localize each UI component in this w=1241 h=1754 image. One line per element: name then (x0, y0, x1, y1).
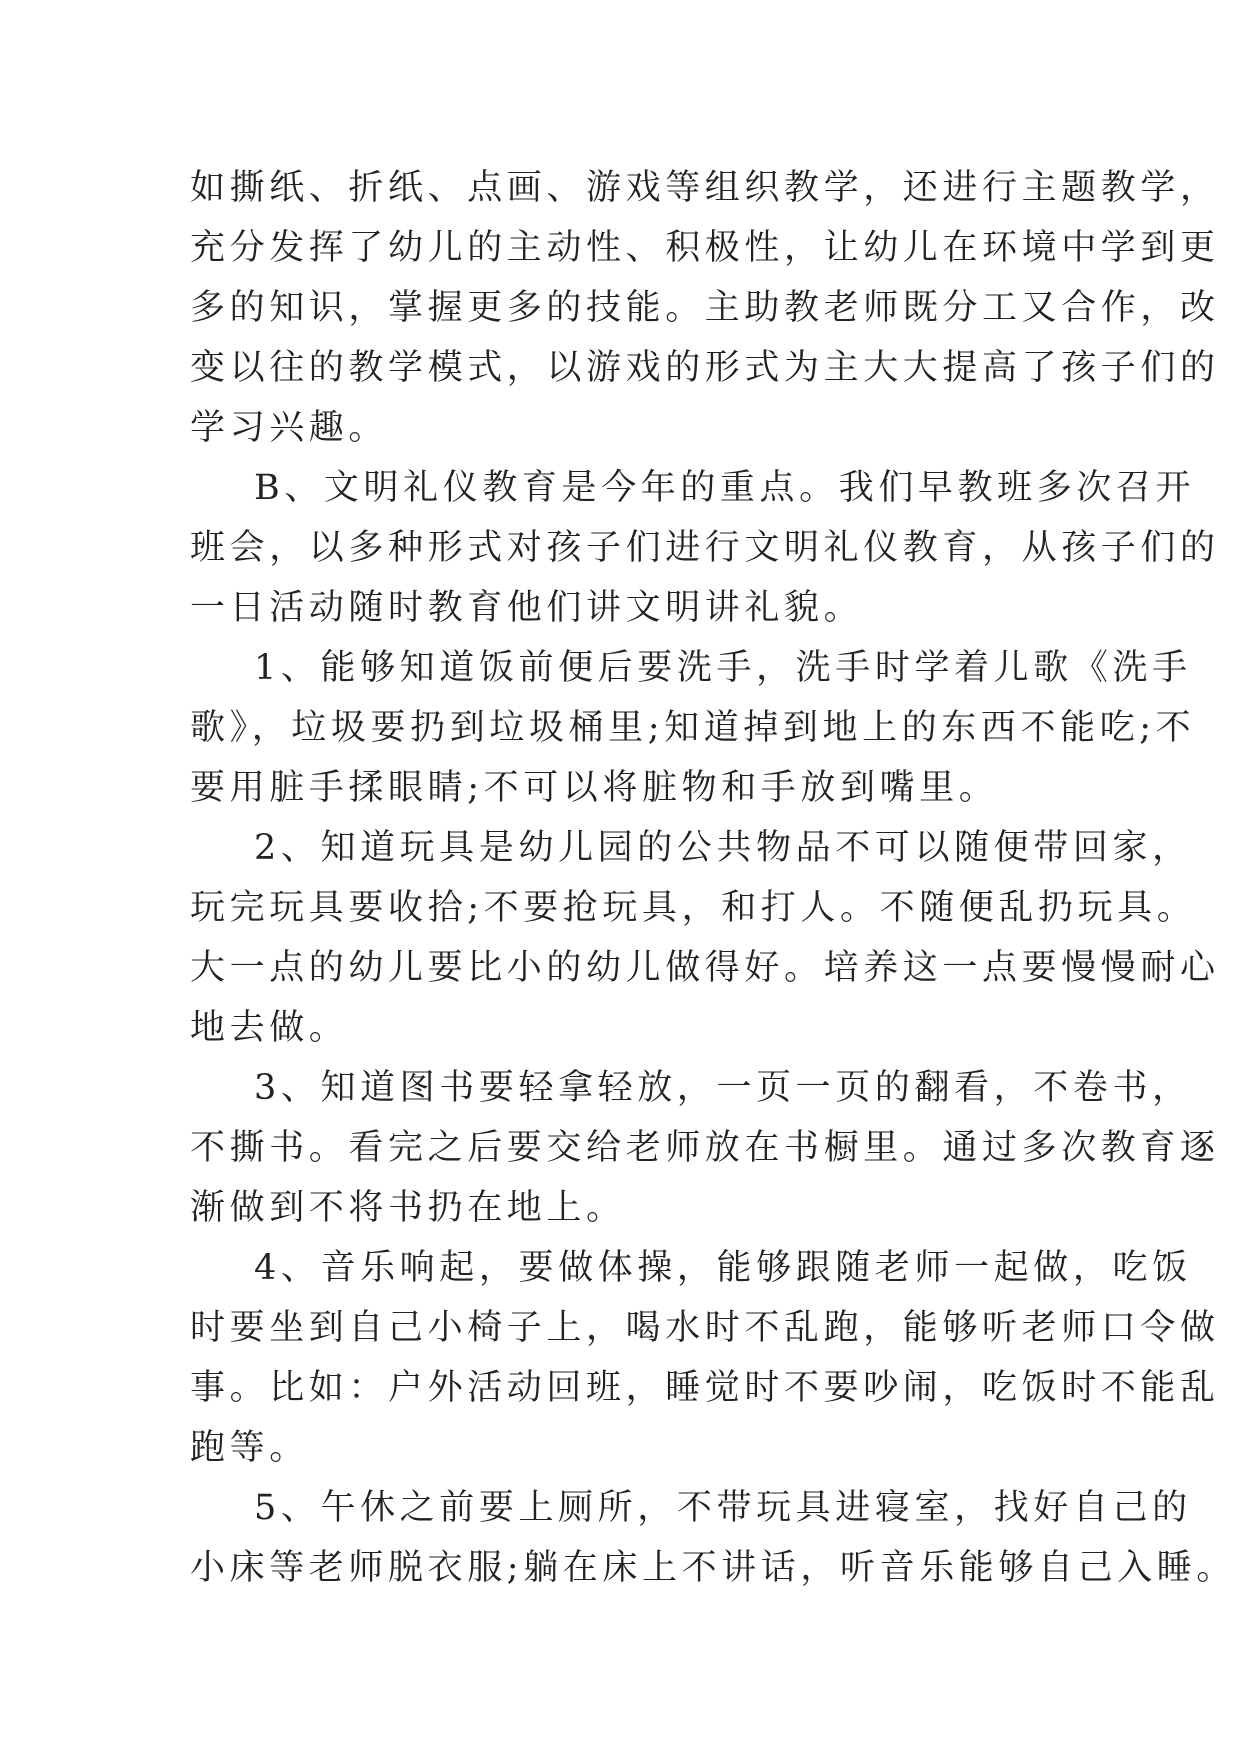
text-line: 多的知识，掌握更多的技能。主助教老师既分工又合作，改 (190, 288, 1220, 328)
paragraph-item-3-books (190, 1058, 1220, 1238)
text-line: B、文明礼仪教育是今年的重点。我们早教班多次召开 (254, 468, 1196, 508)
paragraph-item-2-toys (190, 818, 1220, 1058)
text-line: 如撕纸、折纸、点画、游戏等组织教学，还进行主题教学， (190, 168, 1220, 208)
text-line: 时要坐到自己小椅子上，喝水时不乱跑，能够听老师口令做 (190, 1308, 1220, 1348)
text-line: 1、能够知道饭前便后要洗手，洗手时学着儿歌《洗手 (254, 648, 1192, 688)
text-line: 小床等老师脱衣服;躺在床上不讲话，听音乐能够自己入睡。 (190, 1548, 1236, 1588)
paragraph-etiquette-education (190, 458, 1220, 638)
text-line: 地去做。 (190, 1008, 349, 1048)
text-line: 3、知道图书要轻拿轻放，一页一页的翻看，不卷书， (254, 1068, 1192, 1108)
text-line: 学习兴趣。 (190, 408, 389, 448)
text-line: 要用脏手揉眼睛;不可以将脏物和手放到嘴里。 (190, 768, 999, 808)
text-line: 2、知道玩具是幼儿园的公共物品不可以随便带回家， (254, 828, 1192, 868)
text-line: 班会，以多种形式对孩子们进行文明礼仪教育，从孩子们的 (190, 528, 1220, 568)
text-line: 玩完玩具要收拾;不要抢玩具，和打人。不随便乱扔玩具。 (190, 888, 1197, 928)
paragraph-item-4-routines (190, 1238, 1220, 1478)
document-body (190, 158, 1236, 1598)
text-line: 5、午休之前要上厕所，不带玩具进寝室，找好自己的 (254, 1488, 1192, 1528)
text-line: 事。比如：户外活动回班，睡觉时不要吵闹，吃饭时不能乱 (190, 1368, 1220, 1408)
paragraph-teaching-methods (190, 158, 1220, 458)
text-line: 跑等。 (190, 1428, 309, 1468)
text-line: 大一点的幼儿要比小的幼儿做得好。培养这一点要慢慢耐心 (190, 948, 1220, 988)
text-line: 歌》，垃圾要扔到垃圾桶里;知道掉到地上的东西不能吃;不 (190, 708, 1196, 748)
paragraph-item-5-naptime (190, 1478, 1236, 1598)
text-line: 充分发挥了幼儿的主动性、积极性，让幼儿在环境中学到更 (190, 228, 1220, 268)
text-line: 一日活动随时教育他们讲文明讲礼貌。 (190, 588, 864, 628)
text-line: 不撕书。看完之后要交给老师放在书橱里。通过多次教育逐 (190, 1128, 1220, 1168)
paragraph-item-1-handwashing (190, 638, 1196, 818)
text-line: 变以往的教学模式，以游戏的形式为主大大提高了孩子们的 (190, 348, 1220, 388)
text-line: 渐做到不将书扔在地上。 (190, 1188, 626, 1228)
text-line: 4、音乐响起，要做体操，能够跟随老师一起做，吃饭 (254, 1248, 1192, 1288)
